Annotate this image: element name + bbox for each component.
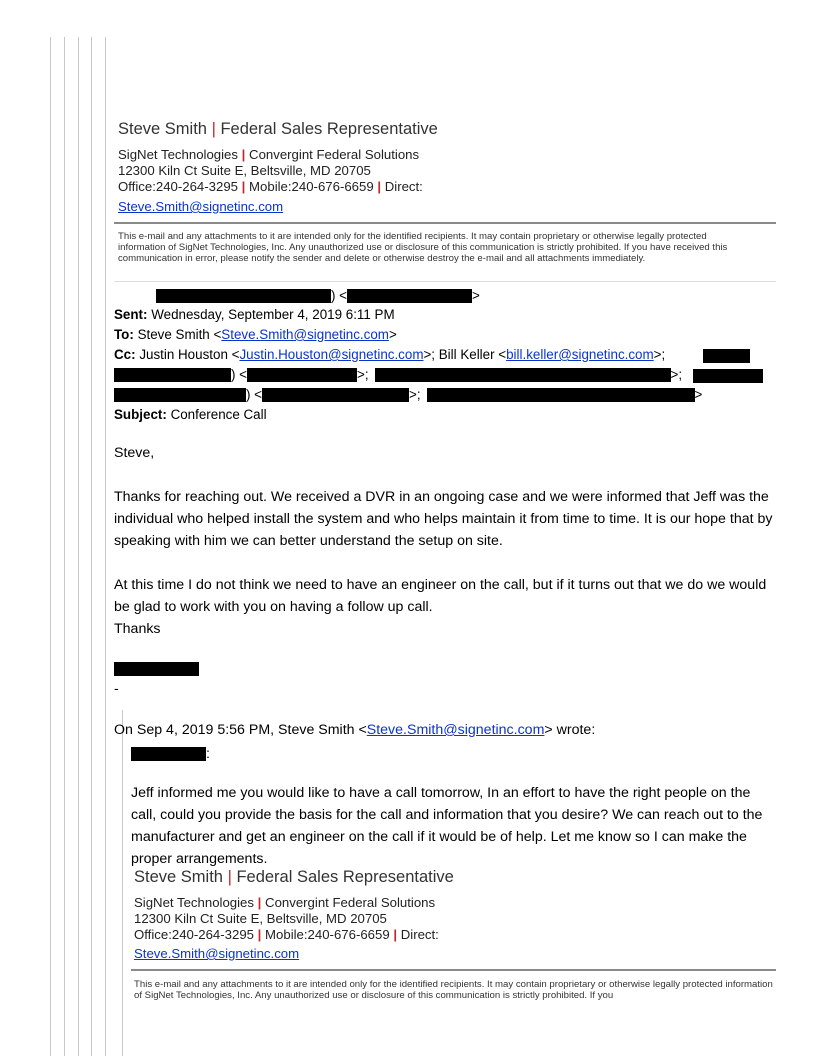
signature-title: Federal Sales Representative (220, 120, 438, 138)
pipe-separator: | (211, 120, 216, 138)
redaction-block (262, 388, 409, 402)
signature-company: SigNet Technologies (134, 895, 254, 910)
redaction-block (114, 368, 231, 382)
quoted-salutation (131, 743, 210, 765)
cc-line-1 (114, 346, 665, 364)
cc-label: Cc: (114, 347, 136, 362)
signature-title: Federal Sales Representative (236, 868, 454, 886)
quote-bar (105, 37, 106, 1056)
quote-bar (64, 37, 65, 1056)
quoted-body: Jeff informed me you would like to have a call tomorrow, In an effort to have the right people on the call, could you provide the basis for the call and information that you desire? We can reach out to the manufacturer and get an engineer on the call if it would be of help. Let me know so I can make the proper arrangements. (131, 785, 763, 867)
redaction-block (347, 289, 472, 303)
closing: Thanks (114, 621, 161, 637)
cc-close: > (694, 387, 703, 402)
cc-justin-email-link[interactable]: Justin.Houston@signetinc.com (239, 347, 424, 362)
pipe-separator: | (257, 895, 262, 910)
signature-mobile: Mobile:240-676-6659 (265, 927, 390, 942)
from-paren: ) < (331, 288, 347, 303)
sent-line (114, 306, 395, 324)
signature-dash: - (114, 681, 119, 697)
quoted-colon: : (206, 746, 210, 762)
redaction-block (375, 368, 671, 382)
signature-mobile: Mobile:240-676-6659 (249, 179, 374, 194)
signature-division: Convergint Federal Solutions (249, 147, 420, 162)
redaction-block (131, 747, 206, 761)
redaction-block (114, 662, 199, 676)
quoted-signature-email-link[interactable]: Steve.Smith@signetinc.com (134, 946, 300, 961)
cc-semicolon: >; (357, 367, 369, 382)
quoted-signature-divider (131, 969, 776, 971)
redaction-block (247, 368, 357, 382)
signature-name-title (118, 120, 438, 139)
quoted-intro-suffix: > wrote: (544, 722, 596, 738)
signature-address: 12300 Kiln Ct Suite E, Beltsville, MD 20705 (118, 163, 371, 178)
signature-email-link[interactable]: Steve.Smith@signetinc.com (118, 199, 284, 214)
redaction-block (118, 289, 156, 303)
cc-bill-prefix: >; Bill Keller < (423, 347, 507, 362)
quoted-disclaimer: This e-mail and any attachments to it are intended only for the identified recipients. It may contain proprietary or otherwise legally protected information of SigNet Technologies, Inc. Any unauthorized use or disclosure of this communication is strictly prohibited. If you (134, 979, 773, 1001)
quoted-signature-email-line (134, 946, 299, 962)
quoted-signature-name-title (134, 868, 454, 887)
signature-office: Office:240-264-3295 (134, 927, 254, 942)
redaction-block (693, 369, 763, 383)
cc-line-2 (114, 366, 682, 384)
cc-bill-suffix: >; (653, 347, 666, 362)
signature-phone-line (118, 179, 423, 195)
redaction-block (427, 388, 695, 402)
pipe-separator: | (377, 179, 382, 194)
subject-label: Subject: (114, 407, 167, 422)
redaction-block (703, 349, 750, 363)
to-value-prefix: Steve Smith < (137, 327, 222, 342)
pipe-separator: | (241, 179, 246, 194)
quoted-intro-prefix: On Sep 4, 2019 5:56 PM, Steve Smith < (114, 722, 367, 738)
cc-justin-prefix: Justin Houston < (139, 347, 240, 362)
quote-bar (122, 710, 123, 1056)
cc-semicolon: >; (409, 387, 421, 402)
body-paragraph-1: Thanks for reaching out. We received a DVR in an ongoing case and we were informed that Jeff was the individual who helped install the system and who helps maintain it from time to time. It is our hope that by speaking with him we can better understand the setup on site. (114, 489, 773, 549)
signature-division: Convergint Federal Solutions (265, 895, 436, 910)
quote-bar (50, 37, 51, 1056)
pipe-separator: | (393, 927, 398, 942)
to-line (114, 326, 397, 344)
from-line (118, 287, 480, 305)
pipe-separator: | (227, 868, 232, 886)
redaction-block (156, 289, 331, 303)
signature-name: Steve Smith (134, 868, 223, 886)
quoted-signature-phone-line (134, 927, 439, 943)
signature-office: Office:240-264-3295 (118, 179, 238, 194)
signature-company-line (118, 147, 419, 163)
redaction-block (114, 388, 246, 402)
cc-semicolon: >; (670, 367, 683, 382)
pipe-separator: | (241, 147, 246, 162)
subject-value: Conference Call (170, 407, 267, 422)
cc-line-3 (114, 386, 702, 404)
to-email-link[interactable]: Steve.Smith@signetinc.com (221, 327, 389, 342)
disclaimer-bottom-line (114, 281, 776, 282)
quoted-intro (114, 719, 595, 741)
quoted-signature-address: 12300 Kiln Ct Suite E, Beltsville, MD 20705 (134, 911, 387, 926)
from-close: > (472, 288, 480, 303)
to-value-suffix: > (388, 327, 397, 342)
cc-paren: ) < (246, 387, 262, 402)
signature-divider (114, 222, 776, 224)
to-label: To: (114, 327, 134, 342)
signature-direct: Direct: (384, 179, 423, 194)
pipe-separator: | (257, 927, 262, 942)
signature-email-line (118, 199, 283, 215)
quoted-signature-company-line (134, 895, 435, 911)
sent-label: Sent: (114, 307, 148, 322)
signature-direct: Direct: (400, 927, 439, 942)
quote-bar (78, 37, 79, 1056)
greeting: Steve, (114, 445, 155, 461)
cc-bill-email-link[interactable]: bill.keller@signetinc.com (506, 347, 654, 362)
disclaimer: This e-mail and any attachments to it are intended only for the identified recipients. It may contain proprietary or otherwise legally protected information of SigNet Technologies, Inc. Any unauthorized use or disclosure of this communication is strictly prohibited. If you have received this communication in error, please notify the sender and delete or otherwise destroy the e-mail and all attachments immediately. (118, 231, 728, 264)
body-paragraph-2: At this time I do not think we need to have an engineer on the call, but if it turns out that we do we would be glad to work with you on having a follow up call. (114, 577, 767, 615)
signature-name: Steve Smith (118, 120, 207, 138)
signature-company: SigNet Technologies (118, 147, 238, 162)
sent-value: Wednesday, September 4, 2019 6:11 PM (151, 307, 395, 322)
quoted-intro-email-link[interactable]: Steve.Smith@signetinc.com (366, 722, 545, 738)
cc-paren: ) < (231, 367, 247, 382)
quote-bar (91, 37, 92, 1056)
subject-line (114, 406, 267, 424)
